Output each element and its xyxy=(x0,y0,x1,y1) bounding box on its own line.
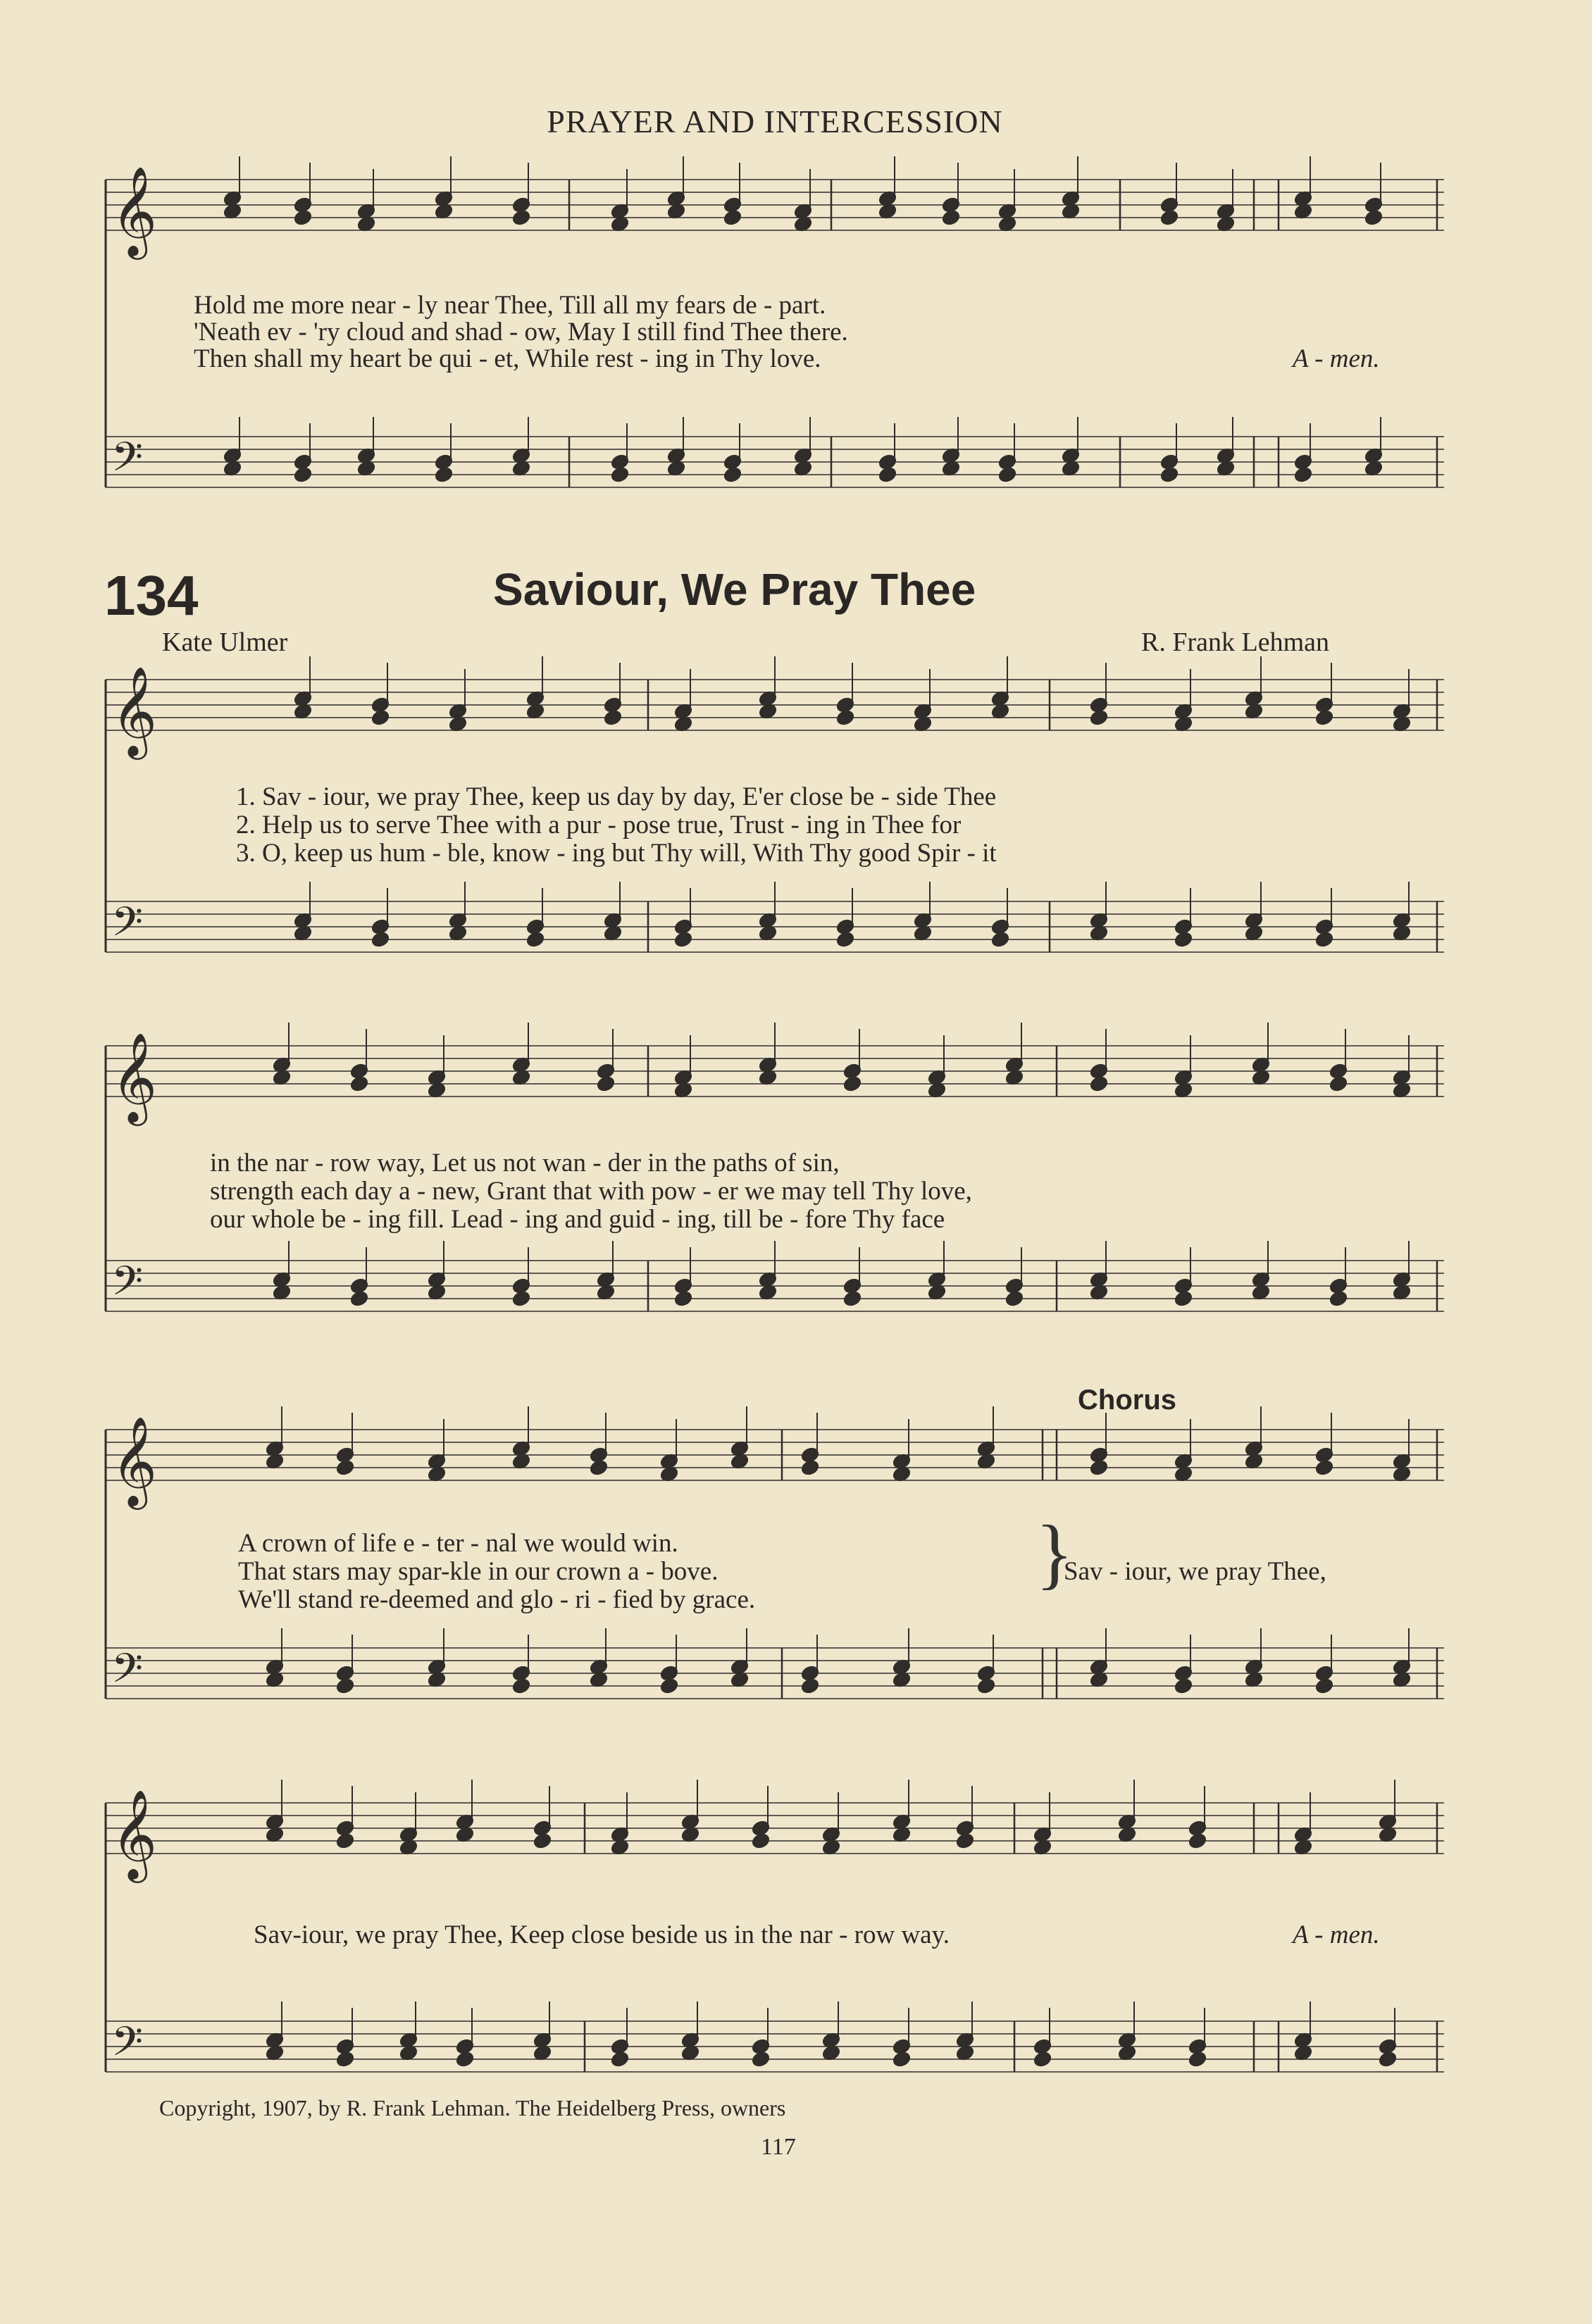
system1-verse-2: 2. Help us to serve Thee with a pur - pose true, Trust - ing in Thee for xyxy=(236,811,962,839)
chorus-label: Chorus xyxy=(1078,1385,1176,1416)
chorus-start-lyric: Sav - iour, we pray Thee, xyxy=(1064,1557,1326,1586)
previous-hymn-amen: A - men. xyxy=(1293,344,1380,373)
previous-hymn-verse-2: 'Neath ev - 'ry cloud and shad - ow, May I still find Thee there. xyxy=(194,318,848,346)
system3-verse-3: We'll stand re-deemed and glo - ri - fied by grace. xyxy=(238,1585,756,1614)
system1-verse-1: 1. Sav - iour, we pray Thee, keep us day by day, E'er close be - side Thee xyxy=(236,782,997,811)
svg-text:𝄞: 𝄞 xyxy=(111,1416,158,1506)
svg-text:𝄞: 𝄞 xyxy=(111,666,158,756)
svg-text:𝄢: 𝄢 xyxy=(111,898,144,956)
system4-lyric: Sav-iour, we pray Thee, Keep close beside us in the nar - row way. xyxy=(254,1920,950,1949)
hymn-number: 134 xyxy=(104,564,199,627)
page-number: 117 xyxy=(761,2134,796,2160)
system3-verse-1: A crown of life e - ter - nal we would win. xyxy=(238,1529,678,1558)
previous-hymn-verse-1: Hold me more near - ly near Thee, Till all my fears de - part. xyxy=(194,291,826,320)
system2-verse-1: in the nar - row way, Let us not wan - der in the paths of sin, xyxy=(210,1149,840,1177)
hymn-author: Kate Ulmer xyxy=(162,627,288,657)
svg-text:𝄢: 𝄢 xyxy=(111,2018,144,2075)
previous-hymn-verse-3: Then shall my heart be qui - et, While rest - ing in Thy love. xyxy=(194,344,821,373)
svg-text:𝄢: 𝄢 xyxy=(111,433,144,491)
svg-text:𝄞: 𝄞 xyxy=(111,165,158,256)
svg-text:𝄢: 𝄢 xyxy=(111,1644,144,1702)
copyright-notice: Copyright, 1907, by R. Frank Lehman. The Heidelberg Press, owners xyxy=(159,2095,786,2120)
svg-text:𝄞: 𝄞 xyxy=(111,1789,158,1879)
system2-verse-2: strength each day a - new, Grant that with pow - er we may tell Thy love, xyxy=(210,1177,972,1206)
hymn-composer: R. Frank Lehman xyxy=(1141,627,1330,657)
system2-verse-3: our whole be - ing fill. Lead - ing and guid - ing, till be - fore Thy face xyxy=(210,1205,945,1234)
svg-text:𝄞: 𝄞 xyxy=(111,1032,158,1122)
hymn-amen: A - men. xyxy=(1293,1920,1380,1949)
verse-brace: } xyxy=(1036,1510,1074,1597)
system1-verse-3: 3. O, keep us hum - ble, know - ing but Thy will, With Thy good Spir - it xyxy=(236,839,997,868)
svg-text:𝄢: 𝄢 xyxy=(111,1257,144,1315)
section-title: PRAYER AND INTERCESSION xyxy=(547,104,1003,139)
system3-verse-2: That stars may spar-kle in our crown a - bove. xyxy=(238,1557,719,1586)
hymn-title: Saviour, We Pray Thee xyxy=(493,564,976,615)
